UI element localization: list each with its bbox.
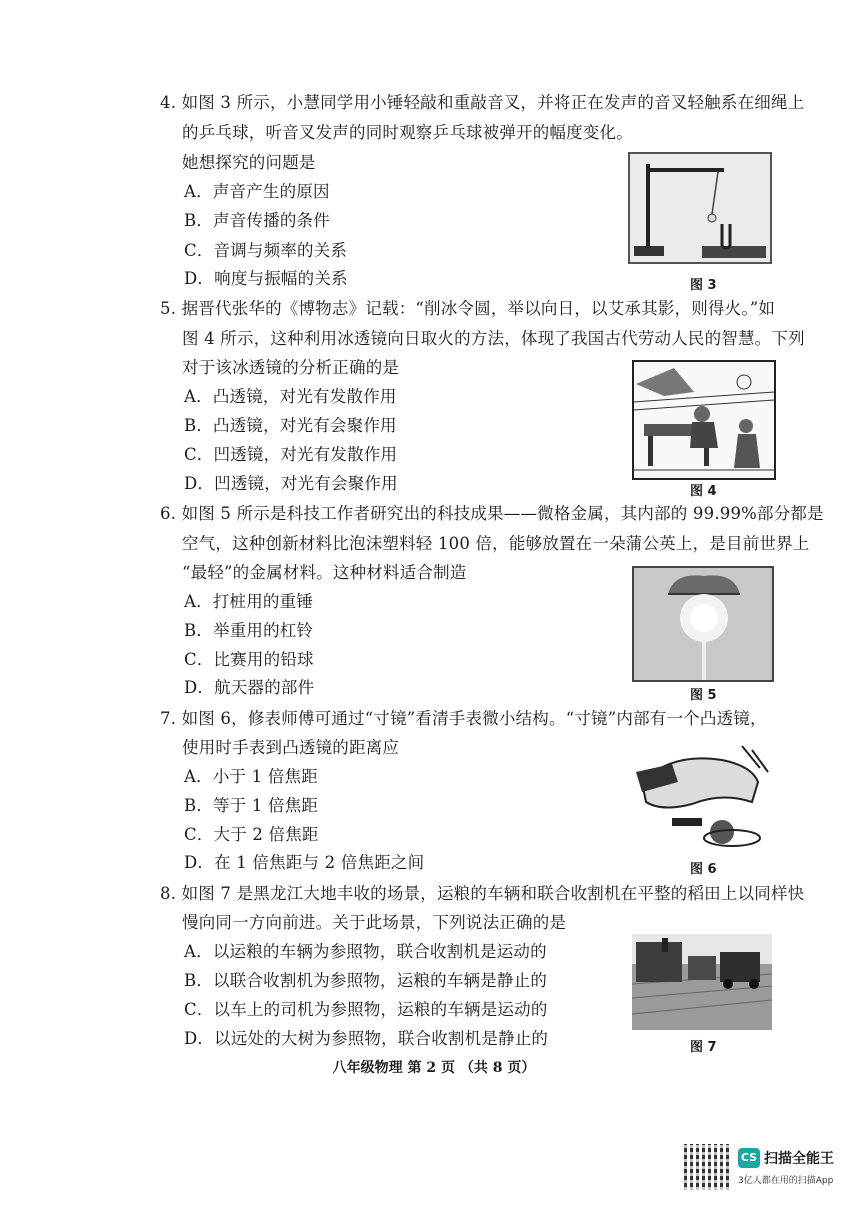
figure-3-tuning-fork-photo [628,152,772,264]
option-b: B．凸透镜，对光有会聚作用 [184,416,397,435]
figure-5-caption: 图 5 [690,688,717,703]
figure-7-caption: 图 7 [690,1040,717,1055]
option-a: A．凸透镜，对光有发散作用 [184,387,397,406]
option-b: B．声音传播的条件 [184,211,330,230]
option-d: D．凹透镜，对光有会聚作用 [184,474,398,493]
question-text-line: “最轻”的金属材料。这种材料适合制造 [182,563,467,582]
figure-5-microlattice-on-dandelion [632,566,774,682]
question-text-line: 图 4 所示，这种利用冰透镜向日取火的方法，体现了我国古代劳动人民的智慧。下列 [182,329,805,348]
watermark-title: 扫描全能王 [764,1151,834,1167]
question-text-line: 6. 如图 5 所示是科技工作者研究出的科技成果——微格金属，其内部的 99.99%部分都是 [160,504,824,523]
figure-4-ancient-illustration [632,360,776,480]
option-a: A．以运粮的车辆为参照物，联合收割机是运动的 [184,942,547,961]
option-d: D．航天器的部件 [184,678,315,697]
question-text-line: 5. 据晋代张华的《博物志》记载：“削冰令圆，举以向日，以艾承其影，则得火。”如 [160,299,776,318]
option-a: A．小于 1 倍焦距 [184,767,318,786]
qr-code-icon [684,1144,730,1190]
question-text-line: 慢向同一方向前进。关于此场景，下列说法正确的是 [182,913,567,932]
scanner-watermark [684,1140,864,1220]
camscanner-logo-icon: CS [738,1148,760,1168]
option-a: A．打桩用的重锤 [184,592,314,611]
option-c: C．凹透镜，对光有发散作用 [184,445,398,464]
question-text-line: 7. 如图 6，修表师傅可通过“寸镜”看清手表微小结构。“寸镜”内部有一个凸透镜， [160,709,767,728]
question-text-line: 她想探究的问题是 [182,153,316,172]
option-c: C．大于 2 倍焦距 [184,825,319,844]
page-footer: 八年级物理 第 2 页 （共 8 页） [332,1060,536,1076]
option-c: C．以车上的司机为参照物，运粮的车辆是运动的 [184,1000,548,1019]
option-b: B．举重用的杠铃 [184,621,314,640]
figure-6-watchmaker-loupe [632,742,770,852]
question-text-line: 8. 如图 7 是黑龙江大地丰收的场景，运粮的车辆和联合收割机在平整的稻田上以同样快 [160,884,805,903]
figure-3-caption: 图 3 [690,278,717,293]
figure-4-caption: 图 4 [690,484,717,499]
question-text-line: 对于该冰透镜的分析正确的是 [182,358,400,377]
option-b: B．以联合收割机为参照物，运粮的车辆是静止的 [184,971,548,990]
figure-6-caption: 图 6 [690,862,717,877]
option-d: D．在 1 倍焦距与 2 倍焦距之间 [184,853,425,872]
option-c: C．音调与频率的关系 [184,241,348,260]
option-a: A．声音产生的原因 [184,182,330,201]
question-text-line: 使用时手表到凸透镜的距离应 [182,738,400,757]
option-c: C．比赛用的铅球 [184,650,314,669]
question-text-line: 4. 如图 3 所示，小慧同学用小锤轻敲和重敲音叉，并将正在发声的音叉轻触系在细绳上 [160,93,805,112]
question-text-line: 的乒乓球，听音叉发声的同时观察乒乓球被弹开的幅度变化。 [182,123,633,142]
option-b: B．等于 1 倍焦距 [184,796,319,815]
option-d: D．以远处的大树为参照物，联合收割机是静止的 [184,1029,549,1048]
watermark-subtitle: 3亿人都在用的扫描App [738,1176,834,1186]
option-d: D．响度与振幅的关系 [184,269,348,288]
figure-7-harvest-field [632,934,772,1030]
question-text-line: 空气，这种创新材料比泡沫塑料轻 100 倍，能够放置在一朵蒲公英上，是目前世界上 [182,534,810,553]
